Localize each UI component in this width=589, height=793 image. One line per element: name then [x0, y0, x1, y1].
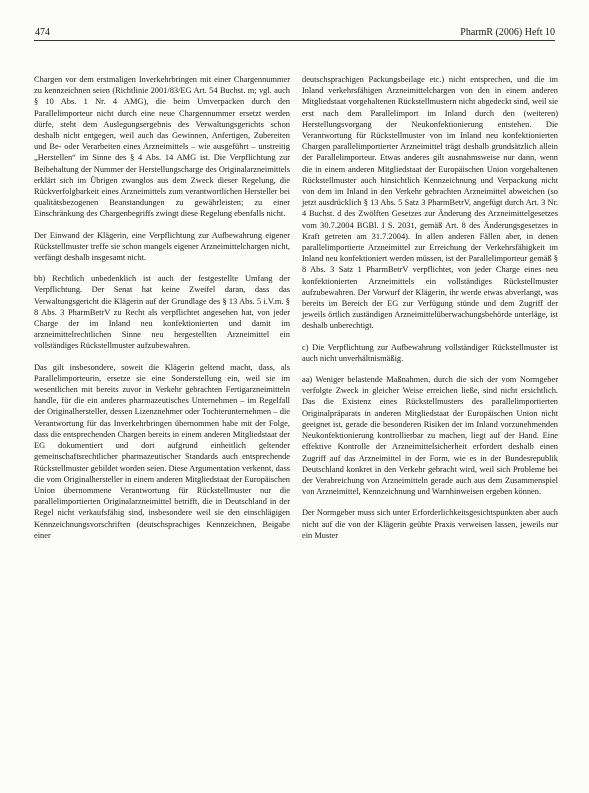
paragraph: bb) Rechtlich unbedenklich ist auch der festgestellte Umfang der Verpflichtung. Der Senat hat keine Zweifel daran, dass das Verwaltungsgericht die Klägerin auf der Grundlage des § 13 Abs. 5 i.V.m. § 8 Abs. 3 PharmBetrV zu Recht als verpflichtet angesehen hat, von jeder Charge der im Inland neu konfektionierten und damit im arzneimittelrechtlichen Sinne neu hergestellten Arzneimittel ein vollständiges Rückstellmuster aufzubewahren.	[34, 274, 290, 351]
paragraph: c) Die Verpflichtung zur Aufbewahrung vollständiger Rückstellmuster ist auch nicht unverhältnismäßig.	[302, 342, 558, 363]
paragraph: Der Normgeber muss sich unter Erforderlichkeitsgesichtspunkten aber auch nicht auf die von der Klägerin geübte Praxis verweisen lassen, jeweils nur ein Muster	[302, 508, 558, 540]
header-rule	[34, 40, 555, 41]
paragraph: aa) Weniger belastende Maßnahmen, durch die sich der vom Normgeber verfolgte Zweck in gleicher Weise erreichen ließe, sind nicht ersichtlich. Das die Existenz eines Rückstellmusters des parallelimportierten Originalpräparats in anderen Mitgliedstaat der Europäischen Union nicht geeignet ist, gerade die besonderen Risiken der im Inland vorzunehmenden Neukonfektionierung kontrollierbar zu machen, liegt auf der Hand. Eine effektive Kontrolle der Arzneimittelsicherheit erfordert deshalb einen Zugriff auf das Arzneimittel in der Form, wie es in der Bundesrepublik Deutschland konkret in den Verkehr gebracht wird, weil sich Probleme bei der Verabreichung von Arzneimitteln gerade auch aus dem Zusammenspiel von Arzneimittel, Kennzeichnung und Warnhinweisen ergeben können.	[302, 375, 558, 497]
page-number: 474	[35, 27, 50, 38]
journal-header: PharmR (2006) Heft 10	[460, 27, 555, 38]
right-column	[302, 74, 558, 551]
paragraph: Der Einwand der Klägerin, eine Verpflichtung zur Aufbewahrung eigener Rückstellmuster treffe sie schon mangels eigener Arzneimittelchargen nicht, verfängt deshalb insgesamt nicht.	[34, 230, 290, 263]
paragraph: deutschsprachigen Packungsbeilage etc.) nicht entsprechen, und die im Inland verkehrsfähigen Arzneimittelchargen von den in einem anderen Mitgliedstaat vorgehaltenen Rückstellmustern nicht abgedeckt sind, weil sie erst nach dem Parallelimport im Inland durch den (weiteren) Herstellungsvorgang der Neukonfektionierung entstehen. Die Verantwortung für Rückstellmuster von im Inland neu konfektionierten Chargen parallelimportierter Arzneimittel trägt deshalb grundsätzlich allein der Parallelimporteur. Etwas anderes gilt ausnahmsweise nur dann, wenn die in einem anderen Mitgliedstaat der Europäischen Union vorgehaltenen Rückstellmuster auch hinsichtlich Kennzeichnung und Verpackung nicht von dem im Inland in den Verkehr gebrachten Arzneimittel abweichen (so jetzt ausdrücklich § 13 Abs. 5 Satz 3 PharmBetrV, angefügt durch Art. 3 Nr. 4 Buchst. d des Zwölften Gesetzes zur Änderung des Arzneimittelgesetzes vom 30.7.2004 BGBl. I S. 2031, gemäß Art. 8 des Änderungsgesetzes in Kraft getreten am 31.7.2004). In allen anderen Fällen aber, in denen parallelimportierte Arzneimittel zur Erreichung der Verkehrsfähigkeit im Inland neu konfektioniert werden müssen, ist der Parallelimporteur gemäß § 8 Abs. 3 Satz 1 PharmBetrV verpflichtet, von jeder Charge eines neu konfektionierten Arzneimittels ein vollständiges Rückstellmuster aufzubewahren. Der Vorwurf der Klägerin, ihr werde etwas abverlangt, was bereits im Bereich der EG zur Verfügung stünde und dem Zugriff der jeweils örtlich zuständigen Arzneimittelüberwachungsbehörde unterläge, ist deshalb unberechtigt.	[302, 75, 558, 331]
paragraph: Das gilt insbesondere, soweit die Klägerin geltend macht, dass, als Parallelimporteurin, ersetze sie eine Sonderstellung ein, weil sie im wesentlichen mit bereits zuvor in Verkehr gebrachten Fertigarzneimitteln handle, für die ein anderes pharmazeutisches Unternehmen – im Regelfall der Originalhersteller, dessen Lizenznehmer oder Tochterunternehmen – die Verantwortung für das Inverkehrbringen übernommen habe mit der Folge, dass die entsprechenden Chargen bereits in einem anderen Mitgliedstaat der EG dokumentiert und dort aufgrund einheitlich geltender gemeinschaftsrechtlicher pharmazeutischer Standards auch entsprechende Rückstellmuster gebildet worden seien. Diese Argumentation verkennt, dass die vom Originalhersteller in einem anderen Mitgliedstaat der Europäischen Union übernommene Verantwortung für Rückstellmuster nur die parallelimportierten Originalarzneimittel betrifft, die in Deutschland in der Regel nicht verkaufsfähig sind, insbesondere weil sie den einschlägigen Kennzeichnungsvorschriften (deutschsprachiges Kennzeichnen, Beigabe einer	[34, 362, 290, 540]
left-column	[34, 74, 290, 551]
paragraph: Chargen vor dem erstmaligen Inverkehrbringen mit einer Chargennummer zu kennzeichnen seien (Richtlinie 2001/83/EG Art. 54 Buchst. m; vgl. auch § 10 Abs. 1 Nr. 4 AMG), die beim Umverpacken durch den Parallelimporteur nicht durch eine neue Chargennummer ersetzt werden dürfe, steht dem Auslegungsergebnis des Verwaltungsgerichts schon deshalb nicht entgegen, weil auch das Gewinnen, Anfertigen, Zubereiten und Be- oder Verarbeiten eines Arzneimittels – wie ausgeführt – unstreitig „Herstellen“ im Sinne des § 4 Abs. 14 AMG ist. Die Verpflichtung zur Beibehaltung der Nummer der Herstellungscharge des Originalarzneimittels erklärt sich im Übrigen zwanglos aus dem Zweck dieser Regelung, die Rückverfolgbarkeit eines Arzneimittels zum verantwortlichen Hersteller bei qualitätsbezogenen Beanstandungen zu gewährleisten; zu einer Einschränkung des Chargenbegriffs zwingt diese Regelung ebenfalls nicht.	[34, 75, 290, 219]
